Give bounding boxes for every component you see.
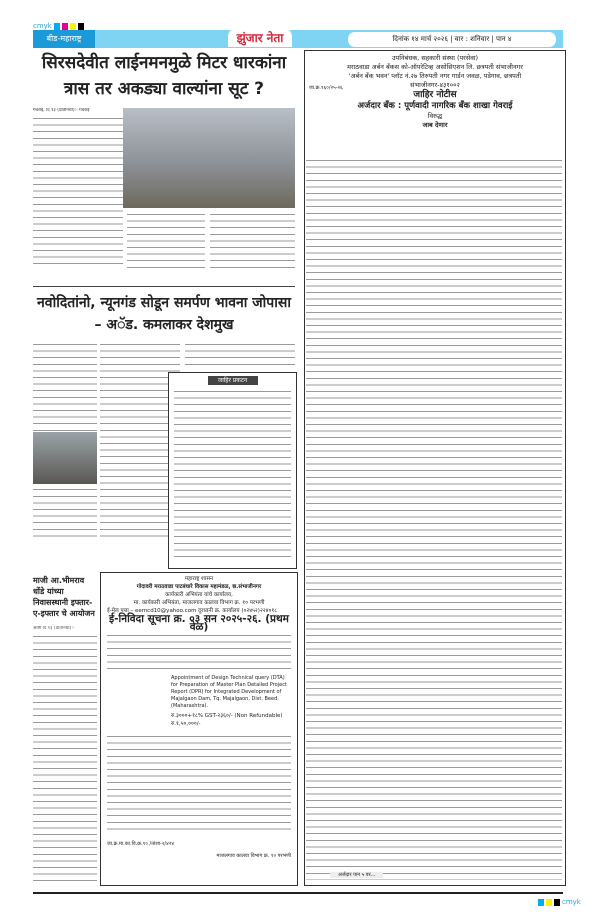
masthead-logo: झुंजार नेता xyxy=(228,27,292,47)
tender-fee: रु.३०००+१८% GST-२३६०/- (Non Refundable) xyxy=(171,713,283,719)
print-color-bar-bottom xyxy=(538,898,581,906)
notice-continued: अर्जदार पान ५ वर... xyxy=(330,872,383,878)
tender-notice xyxy=(100,572,298,886)
tender-line4: मा. कार्यकारी अभियंता, माजलगाव कालवा विभाग क्र. १० परभणी xyxy=(133,600,265,606)
issue-dateline: दिनांक १४ मार्च २०२६ | वार : शनिवार | पान ४ xyxy=(348,32,556,47)
story1-body-col3 xyxy=(210,212,295,270)
notice-line4: संभाजीनगर-४३१००२ xyxy=(410,81,460,89)
story3-headline: माजी आ.भीमराव धोंडे यांच्या निवासस्थानी इफ्तार-ए-इफ्तार चे आयोजन xyxy=(33,576,95,618)
notice-respondents: जाब देणार xyxy=(422,121,448,129)
notice-line3: 'अर्बन बँक भवन' प्लॉट नं.२७ तिरुपती नगर गार्डन जवळ, पडेगाव, छत्रपती xyxy=(348,72,522,80)
advertisement-title: जाहिर प्रकटन xyxy=(208,376,258,385)
tender-line3: कार्यकारी अभियंता यांचे कार्यालय, xyxy=(165,592,233,598)
story1-body-col2 xyxy=(127,212,205,270)
story3-body xyxy=(33,634,97,884)
story2-body-col3 xyxy=(185,342,295,370)
story1-headline: सिरसदेवीत लाईनमनमुळे मिटर धारकांना त्रास तर अकड्या वाल्यांना सूट ? xyxy=(41,53,287,99)
notice-line2: मराठवाडा अर्बन बँकस को-ऑपरेटिव्ह असोसिएशन लि. छत्रपती संभाजीनगर xyxy=(347,63,523,71)
notice-ref: जा.क्र.१६०/२५-२६ xyxy=(309,85,343,91)
tender-work-name: Appointment of Design Technical query (DTA) for Preparation of Master Plan Detailed Project Report (DPR) for Integrated Development of Majalgaon Dam, Tq. Majalgaon, Dist. Beed. (Maharashtra). xyxy=(171,675,287,709)
story1-photo xyxy=(123,108,295,208)
print-color-bar-top xyxy=(33,22,84,30)
tender-ref: जा.क्र.मा.का.वि.क्र.१० /तांशा-२/४२४ xyxy=(107,841,174,847)
respondents-table xyxy=(306,158,562,880)
notice-against: विरुद्ध xyxy=(427,112,443,120)
story1-body-col1 xyxy=(33,116,123,268)
page-bottom-rule xyxy=(33,892,563,894)
location-label: बीड-महाराष्ट्र xyxy=(33,30,95,48)
tender-email: ई-मेल पत्ता – eemcd10@yahoo.com दूरध्वनी क्र. कार्यालय (०२४५२)२२४०१८ xyxy=(107,608,278,614)
tender-line2: गोदावरी मराठवाडा पाटबंधारे विकास महामंडळ, छ.संभाजीनगर xyxy=(136,584,262,590)
notice-title: जाहिर नोटीस xyxy=(413,90,457,100)
story1-dateline: गेवराई, दि १३ (प्रतिनिधी):- गेवराई xyxy=(33,108,90,113)
tender-deposit: रु.१,५०,०००/- xyxy=(171,721,201,727)
notice-line1: उपनिबंधक, सहकारी संस्था (परसेवा) xyxy=(391,54,479,62)
tender-title: ई-निविदा सूचना क्र. ०३ सन २०२५-२६. (प्रथम वेळ) xyxy=(109,613,289,633)
tender-intro xyxy=(107,633,291,673)
story2-photo xyxy=(33,432,97,484)
divider xyxy=(33,286,295,287)
advertisement-box xyxy=(168,372,297,569)
story2-headline: नवोदितांनो, न्यूनगंड सोडून समर्पण भावना जोपासा – अॅड. कमलाकर देशमुख xyxy=(37,295,291,333)
advertisement-body xyxy=(174,389,291,559)
cmyk-label: cmyk xyxy=(562,898,581,906)
cmyk-label: cmyk xyxy=(33,22,52,30)
tender-conditions xyxy=(107,734,291,834)
story3-dateline: आष्टी दि १३ (प्रतिनिधी):- xyxy=(33,626,75,631)
tender-signatory: माजलगाव कालवा विभाग क्र. १० परभणी xyxy=(216,853,291,859)
tender-line1: महाराष्ट्र शासन xyxy=(184,576,214,582)
notice-subtitle: अर्जदार बँक : पूर्णवादी नागरिक बँक शाखा गेवराई xyxy=(357,101,513,111)
